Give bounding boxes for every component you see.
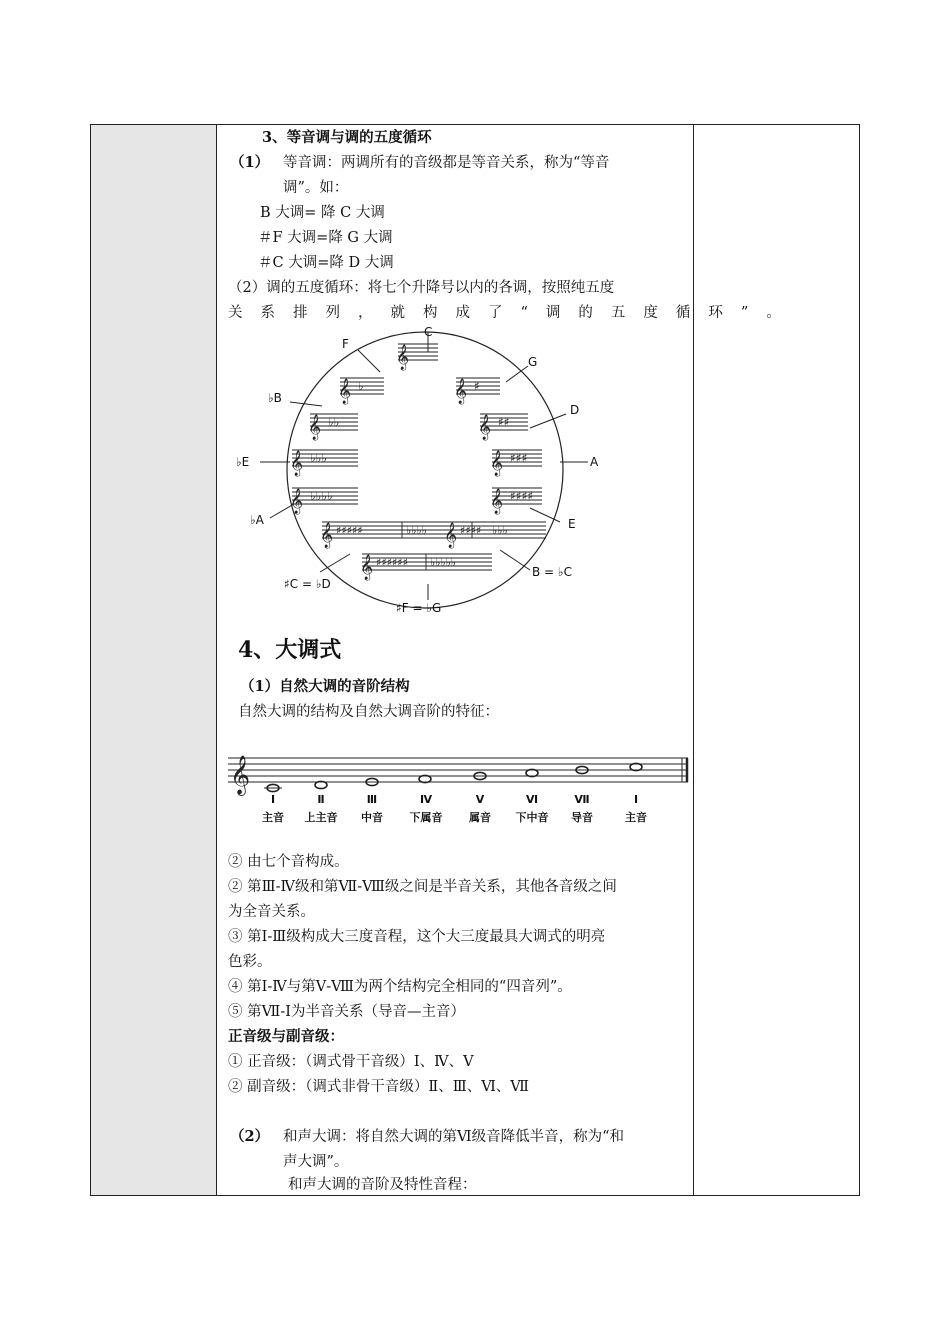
svg-text:♯♯♯♯: ♯♯♯♯ (510, 489, 534, 503)
degree-name-2: 上主音 (304, 811, 338, 824)
feature-3-line2: 色彩。 (228, 954, 272, 970)
primary-secondary-heading: 正音级与副音级： (228, 1028, 344, 1045)
svg-text:♯♯♯: ♯♯♯ (510, 451, 528, 465)
circle-label-top: C (424, 325, 433, 339)
degree-5: Ⅴ (475, 793, 485, 806)
circle-label-fs-gb: ♯F = ♭G (396, 601, 442, 615)
degree-2: Ⅱ (317, 793, 325, 806)
degree-name-7: 导音 (571, 811, 593, 824)
degree-name-4: 下属音 (409, 811, 443, 824)
svg-text:♭♭♭: ♭♭♭ (310, 451, 327, 465)
svg-text:𝄞: 𝄞 (290, 489, 304, 514)
p1-line1: 等音调：两调所有的音级都是等音关系，称为“等音 (283, 155, 610, 171)
intro-text: 自然大调的结构及自然大调音阶的特征： (238, 704, 499, 720)
circle-of-fifths-figure (230, 322, 610, 622)
example-2: ＃F 大调=降 G 大调 (258, 230, 393, 246)
p3-line1: 和声大调：将自然大调的第Ⅵ级音降低半音，称为“和 (283, 1129, 624, 1145)
svg-text:♯♯♯♯♯♯: ♯♯♯♯♯♯ (376, 556, 408, 569)
svg-text:♭♭♭♭: ♭♭♭♭ (310, 489, 333, 503)
svg-text:𝄞: 𝄞 (308, 415, 322, 440)
feature-3-line1: ③ 第Ⅰ-Ⅲ级构成大三度音程，这个大三度最具大调式的明亮 (228, 929, 606, 945)
degree-1: Ⅰ (270, 793, 276, 806)
svg-text:𝄞: 𝄞 (230, 755, 251, 795)
p1-line2: 调”。如： (283, 180, 349, 196)
svg-text:𝄞: 𝄞 (338, 379, 352, 404)
section4-heading: 4、大调式 (238, 637, 342, 663)
c-major-scale-figure (226, 744, 690, 830)
circle-label-ab: ♭A (250, 513, 264, 527)
svg-text:♭♭: ♭♭ (328, 415, 340, 429)
degree-8: Ⅰ (633, 793, 639, 806)
circle-label-cs-db: ♯C = ♭D (284, 577, 331, 591)
right-column (693, 125, 859, 1195)
p2-line1: （2）调的五度循环：将七个升降号以内的各调，按照纯五度 (228, 280, 615, 296)
example-3: ＃C 大调=降 D 大调 (258, 255, 394, 271)
degree-name-3: 中音 (361, 811, 383, 824)
circle-label-bb: ♭B (268, 391, 282, 405)
degree-4: Ⅳ (419, 793, 433, 806)
svg-text:♯♯♯♯♯: ♯♯♯♯♯ (336, 524, 363, 537)
degree-name-1: 主音 (262, 811, 284, 824)
svg-text:𝄞: 𝄞 (490, 451, 504, 476)
circle-label-a: A (590, 455, 599, 469)
circle-label-e: E (568, 517, 576, 531)
svg-text:𝄞: 𝄞 (454, 379, 468, 404)
section3-heading: 3、等音调与调的五度循环 (262, 129, 432, 146)
circle-label-g: G (528, 355, 538, 369)
degree-name-8: 主音 (625, 811, 647, 824)
degree-6: Ⅵ (525, 793, 539, 806)
circle-label-eb: ♭E (236, 455, 250, 469)
feature-2-line2: 为全音关系。 (228, 904, 315, 920)
svg-text:♭: ♭ (358, 379, 364, 393)
svg-text:♭♭♭♭: ♭♭♭♭ (406, 524, 427, 537)
degree-7: Ⅶ (574, 793, 590, 806)
svg-text:𝄞: 𝄞 (478, 415, 492, 440)
degree-name-5: 属音 (469, 811, 491, 824)
p3-line2: 声大调”。 (283, 1154, 349, 1170)
p1-number: （1） (230, 154, 270, 171)
p3-line3: 和声大调的音阶及特性音程： (288, 1177, 477, 1193)
secondary-degrees: ② 副音级：（调式非骨干音级）Ⅱ、Ⅲ、Ⅵ、Ⅶ (228, 1079, 529, 1095)
p3-number: （2） (230, 1128, 270, 1145)
degree-3: Ⅲ (366, 793, 378, 806)
svg-text:𝄞: 𝄞 (490, 489, 504, 514)
svg-text:𝄞: 𝄞 (320, 523, 334, 548)
left-column (91, 125, 217, 1195)
svg-text:♭♭♭: ♭♭♭ (492, 524, 508, 537)
svg-text:𝄞: 𝄞 (360, 555, 374, 580)
feature-5: ⑤ 第Ⅶ-Ⅰ为半音关系（导音—主音） (228, 1004, 465, 1020)
primary-degrees: ① 正音级：（调式骨干音级）Ⅰ、Ⅳ、Ⅴ (228, 1054, 474, 1070)
example-1: B 大调= 降 C 大调 (260, 205, 385, 221)
svg-text:♯♯: ♯♯ (498, 415, 510, 429)
circle-label-f: F (342, 337, 349, 351)
feature-2-line1: ② 第Ⅲ-Ⅳ级和第Ⅶ-Ⅷ级之间是半音关系，其他各音级之间 (228, 879, 617, 895)
feature-4: ④ 第Ⅰ-Ⅳ与第Ⅴ-Ⅷ为两个结构完全相同的“四音列”。 (228, 979, 572, 995)
svg-text:𝄞: 𝄞 (396, 345, 410, 370)
svg-text:𝄞: 𝄞 (444, 523, 458, 548)
svg-text:♭♭♭♭♭: ♭♭♭♭♭ (430, 556, 456, 569)
svg-text:𝄞: 𝄞 (290, 451, 304, 476)
circle-label-b-cb: B = ♭C (532, 565, 572, 579)
feature-1: ② 由七个音构成。 (228, 854, 349, 870)
degree-name-6: 下中音 (515, 811, 549, 824)
subheading-natural-major: （1）自然大调的音阶结构 (240, 678, 410, 695)
svg-text:♯♯♯♯: ♯♯♯♯ (460, 524, 482, 537)
circle-label-d: D (570, 403, 580, 417)
p2-line2: 关系排列，就构成了“调的五度循环”。 (228, 305, 799, 321)
svg-text:♯: ♯ (474, 379, 480, 393)
